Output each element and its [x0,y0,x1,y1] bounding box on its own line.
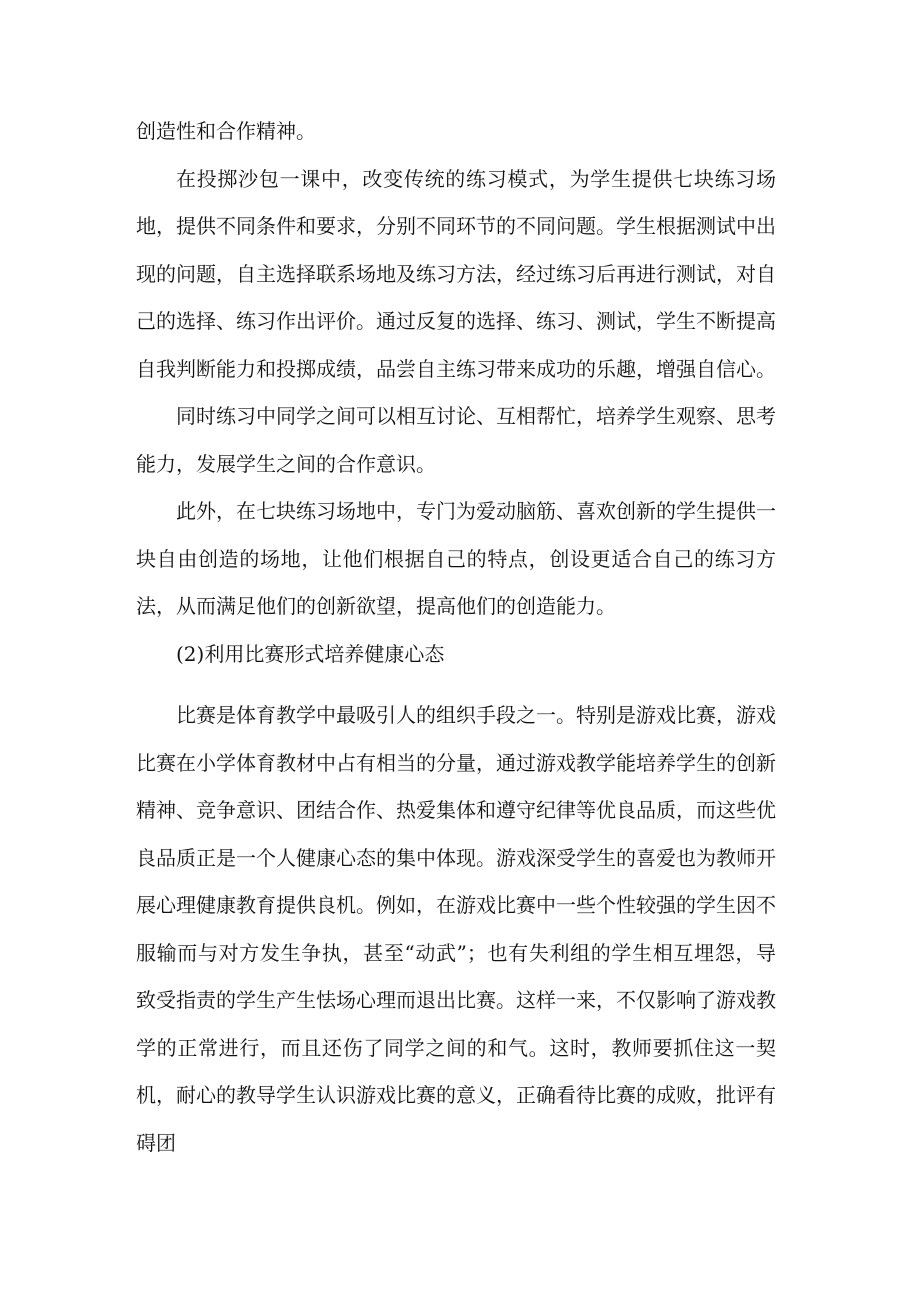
paragraph-creative-field: 此外，在七块练习场地中，专门为爱动脑筋、喜欢创新的学生提供一块自由创造的场地，让他们根据自己的特点，创设更适合自己的练习方法，从而满足他们的创新欲望，提高他们的创造能力。 [136,499,776,618]
paragraph-sandbag-lesson: 在投掷沙包一课中，改变传统的练习模式，为学生提供七块练习场地，提供不同条件和要求，分别不同环节的不同问题。学生根据测试中出现的问题，自主选择联系场地及练习方法，经过练习后再进行测试，对自己的选择、练习作出评价。通过反复的选择、练习、测试，学生不断提高自我判断能力和投掷成绩，品尝自主练习带来成功的乐趣，增强自信心。 [136,166,776,381]
paragraph-cooperation: 同时练习中同学之间可以相互讨论、互相帮忙，培养学生观察、思考能力，发展学生之间的合作意识。 [136,404,776,476]
paragraph-competition: 比赛是体育教学中最吸引人的组织手段之一。特别是游戏比赛，游戏比赛在小学体育教材中占有相当的分量，通过游戏教学能培养学生的创新精神、竞争意识、团结合作、热爱集体和遵守纪律等优良品质，而这些优良品质正是一个人健康心态的集中体现。游戏深受学生的喜爱也为教师开展心理健康教育提供良机。例如，在游戏比赛中一些个性较强的学生因不服输而与对方发生争执，甚至“动武”；也有失利组的学生相互埋怨，导致受指责的学生产生怯场心理而退出比赛。这样一来，不仅影响了游戏教学的正常进行，而且还伤了同学之间的和气。这时，教师要抓住这一契机，耐心的教导学生认识游戏比赛的意义，正确看待比赛的成败，批评有碍团 [136,703,776,1155]
section-heading: (2)利用比赛形式培养健康心态 [176,641,445,666]
paragraph-continuation: 创造性和合作精神。 [136,119,316,143]
document-body [136,108,776,1167]
